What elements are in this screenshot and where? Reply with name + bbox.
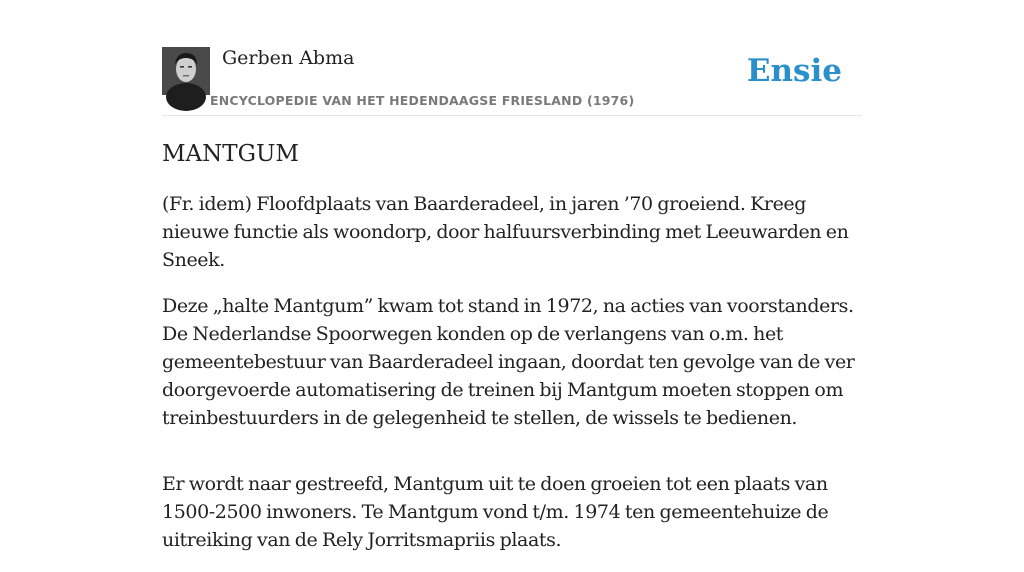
article-title: MANTGUM (162, 141, 299, 167)
source-title[interactable]: ENCYCLOPEDIE VAN HET HEDENDAAGSE FRIESLAND (1976) (210, 93, 635, 108)
author-name[interactable]: Gerben Abma (222, 47, 355, 69)
article-body (162, 138, 862, 572)
article-header (162, 46, 862, 116)
article-paragraph: Deze „halte Mantgum” kwam tot stand in 1972, na acties van voorstanders. De Nederlandse Spoorwegen konden op de verlangens van o.m. het gemeentebestuur van Baarderadeel ingaan, doordat ten gevolge van de ver doorgevoerde automatisering de treinen bij Mantgum moeten stoppen om treinbestuurders in de gelegenheid te stellen, de wissels te bedienen. (162, 295, 855, 429)
author-avatar[interactable] (162, 47, 210, 95)
article-paragraph: (Fr. idem) Floofdplaats van Baarderadeel, in jaren ’70 groeiend. Kreeg nieuwe functie als woondorp, door halfuursverbinding met Leeuwarden en Sneek. (162, 193, 849, 271)
author-portrait-icon (162, 47, 210, 95)
article-paragraph: Er wordt naar gestreefd, Mantgum uit te doen groeien tot een plaats van 1500-2500 inwoners. Te Mantgum vond t/m. 1974 ten gemeentehuize de uitreiking van de Rely Jorritsmapriis plaats. (162, 473, 829, 551)
ensie-logo-link[interactable]: Ensie (746, 53, 842, 89)
